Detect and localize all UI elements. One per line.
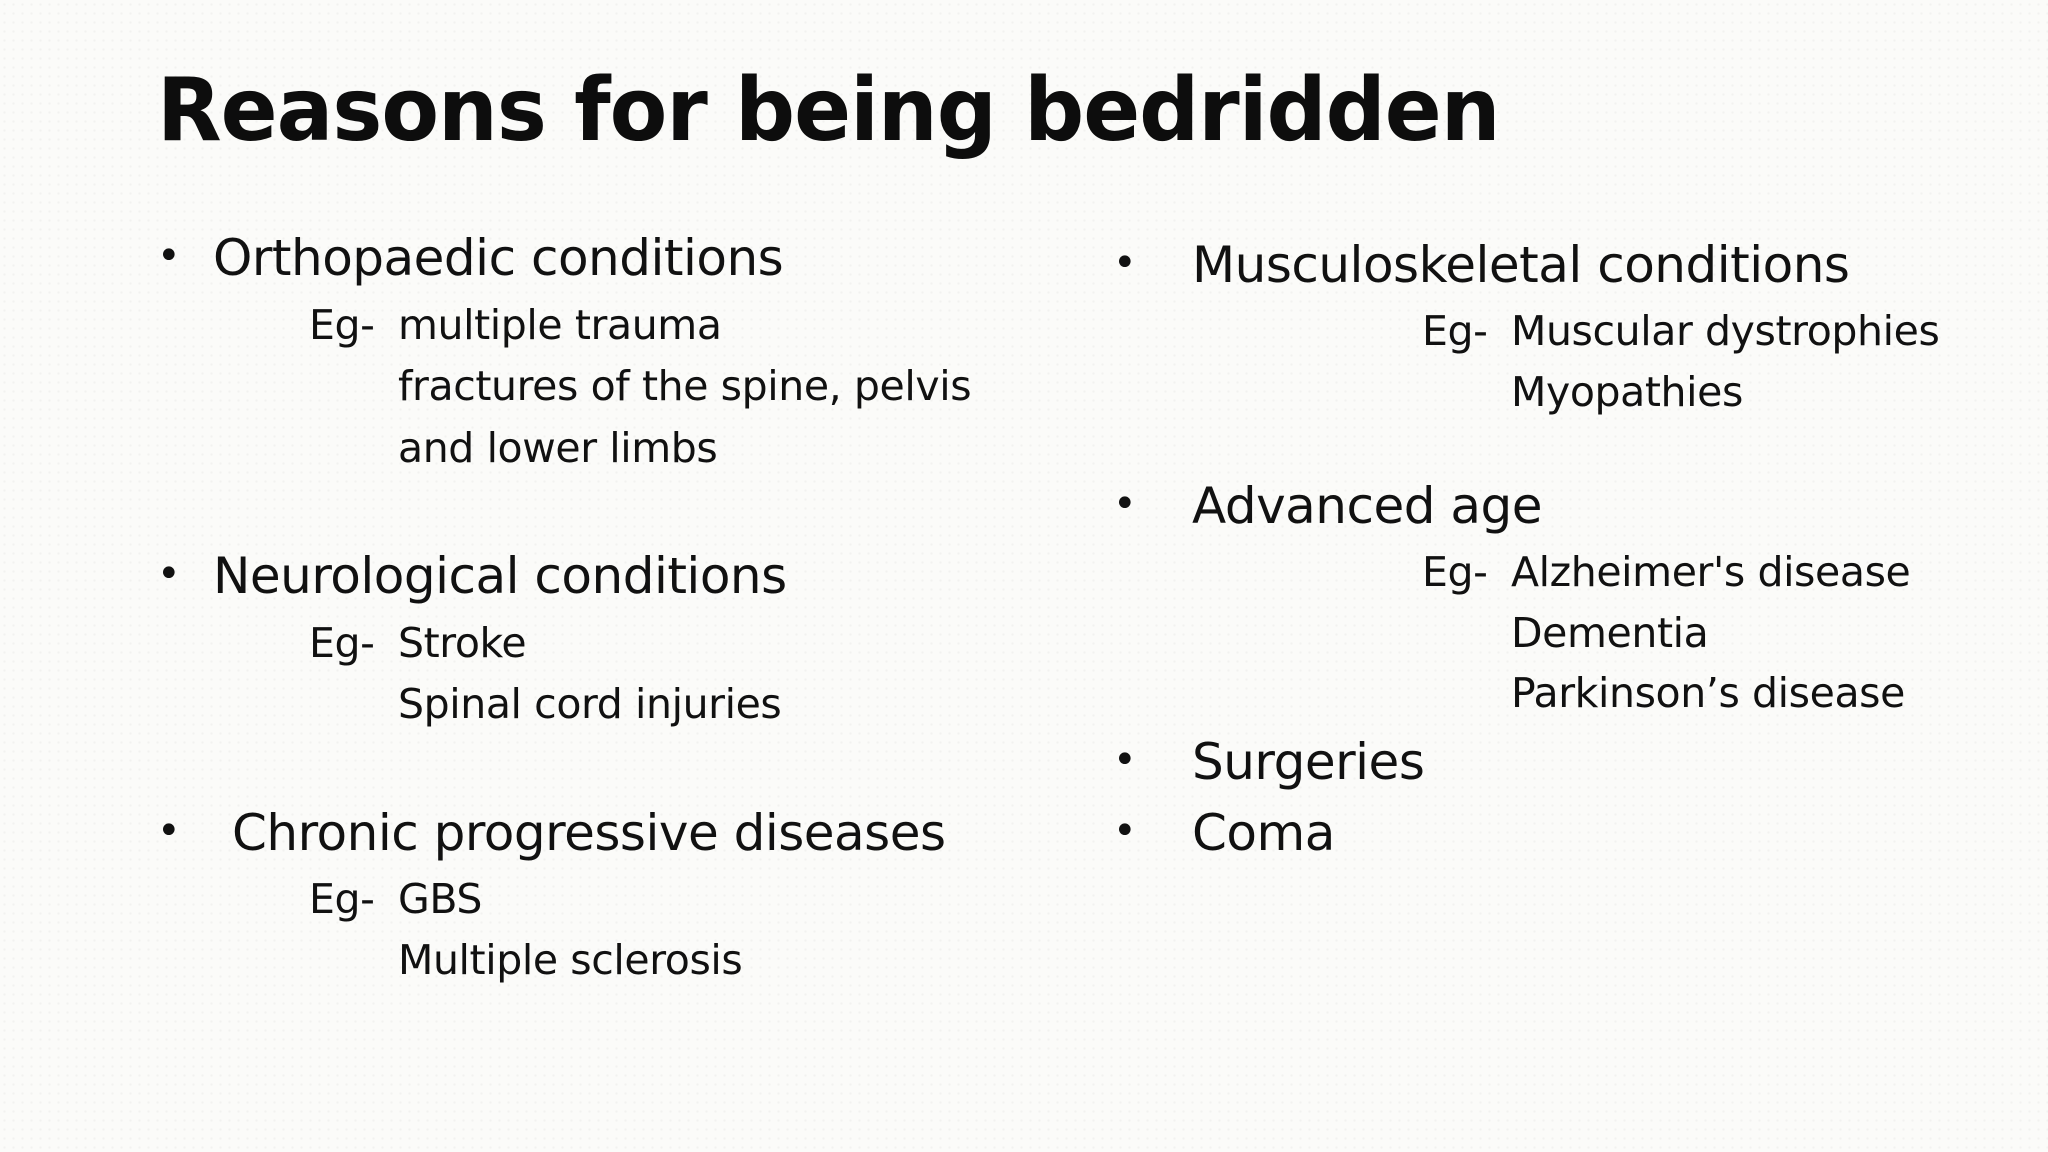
bullet-icon: • <box>157 233 181 279</box>
example-item: GBS <box>398 875 483 923</box>
example-item: and lower limbs <box>398 424 718 472</box>
bullet-icon: • <box>1113 240 1137 286</box>
bullet-icon: • <box>1113 481 1137 527</box>
heading-advanced-age: Advanced age <box>1192 477 1543 535</box>
bullet-icon: • <box>157 551 181 597</box>
heading-orthopaedic: Orthopaedic conditions <box>213 229 784 287</box>
example-item: Dementia <box>1511 609 1709 657</box>
example-item: Muscular dystrophies <box>1511 307 1940 355</box>
example-prefix: Eg- <box>309 875 375 923</box>
heading-chronic: Chronic progressive diseases <box>232 804 946 862</box>
heading-surgeries: Surgeries <box>1192 733 1425 791</box>
slide-title: Reasons for being bedridden <box>157 59 1500 161</box>
bullet-icon: • <box>1113 737 1137 783</box>
heading-musculoskeletal: Musculoskeletal conditions <box>1192 236 1850 294</box>
example-prefix: Eg- <box>1422 548 1488 596</box>
example-item: Stroke <box>398 619 527 667</box>
example-item: fractures of the spine, pelvis <box>398 362 972 410</box>
heading-coma: Coma <box>1192 804 1335 862</box>
example-item: Multiple sclerosis <box>398 936 743 984</box>
bullet-icon: • <box>157 808 181 854</box>
example-item: multiple trauma <box>398 301 722 349</box>
example-prefix: Eg- <box>1422 307 1488 355</box>
example-item: Alzheimer's disease <box>1511 548 1911 596</box>
example-prefix: Eg- <box>309 301 375 349</box>
example-item: Myopathies <box>1511 368 1743 416</box>
example-item: Spinal cord injuries <box>398 680 782 728</box>
example-prefix: Eg- <box>309 619 375 667</box>
bullet-icon: • <box>1113 808 1137 854</box>
example-item: Parkinson’s disease <box>1511 669 1905 717</box>
heading-neurological: Neurological conditions <box>213 547 787 605</box>
